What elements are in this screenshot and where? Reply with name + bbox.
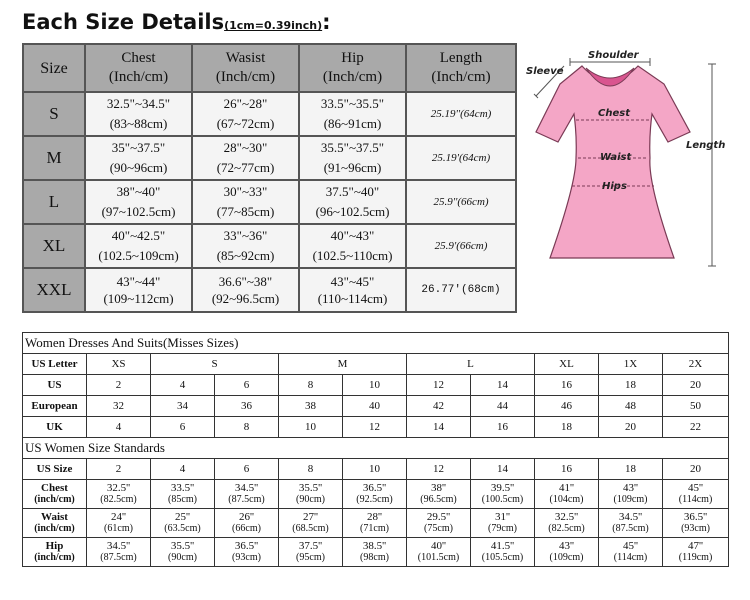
size-cell: M — [23, 136, 85, 180]
row-label: US — [23, 375, 87, 396]
cell-cm: (105.5cm) — [481, 552, 524, 563]
title-conversion-note: (1cm=0.39inch) — [224, 19, 323, 32]
table-cell: 6 — [215, 459, 279, 480]
hips-label: Hips — [602, 181, 627, 192]
hip-cm: (91~96cm) — [323, 160, 382, 175]
header-length-label: Length — [439, 50, 483, 66]
row-label: European — [23, 396, 87, 417]
hip-inch: 35.5"~37.5" — [320, 140, 385, 155]
cell-cm: (85cm) — [168, 494, 197, 505]
cell-cm: (98cm) — [360, 552, 389, 563]
table-cell — [663, 538, 729, 567]
table-cell — [407, 509, 471, 538]
table-cell — [279, 480, 343, 509]
table-cell — [535, 480, 599, 509]
row-label — [23, 480, 87, 509]
cell-inch: 32.5'' — [106, 482, 131, 494]
cell-inch: 39.5'' — [490, 482, 515, 494]
cell-inch: 43'' — [623, 482, 638, 494]
row-label — [23, 509, 87, 538]
cell-inch: 28'' — [367, 511, 382, 523]
row-label-name: Hip — [45, 540, 64, 552]
table-cell — [215, 480, 279, 509]
header-hip-label: Hip — [341, 50, 364, 66]
hip-inch: 37.5"~40" — [325, 184, 380, 199]
table-cell — [535, 509, 599, 538]
table-cell — [151, 509, 215, 538]
table-cell — [535, 538, 599, 567]
table-cell: 16 — [535, 375, 599, 396]
table-cell — [599, 538, 663, 567]
table-cell: 18 — [599, 459, 663, 480]
table-cell — [151, 538, 215, 567]
letter-cell: M — [279, 354, 407, 375]
cell-cm: (90cm) — [168, 552, 197, 563]
cell-cm: (92.5cm) — [356, 494, 393, 505]
row-label-name: Waist — [41, 511, 68, 523]
size-conversion-table — [22, 332, 729, 567]
cell-cm: (61cm) — [104, 523, 133, 534]
table-cell: 12 — [407, 459, 471, 480]
cell-inch: 26'' — [239, 511, 254, 523]
table-cell — [471, 480, 535, 509]
waist-standards-row — [23, 509, 729, 538]
table-cell: 2 — [87, 375, 151, 396]
header-chest — [85, 44, 192, 92]
table-cell: 16 — [471, 417, 535, 438]
chest-cell — [85, 92, 192, 136]
letter-cell: L — [407, 354, 535, 375]
row-label-unit: (inch/cm) — [34, 552, 75, 563]
cell-inch: 32.5'' — [554, 511, 579, 523]
size-cell: L — [23, 180, 85, 224]
chest-cell — [85, 136, 192, 180]
table-cell: 22 — [663, 417, 729, 438]
hip-cell — [299, 224, 406, 268]
table-cell — [343, 509, 407, 538]
table-cell — [471, 509, 535, 538]
section-title-standards: US Women Size Standards — [23, 438, 729, 459]
table-cell: 48 — [599, 396, 663, 417]
size-cell: S — [23, 92, 85, 136]
hip-cm: (102.5~110cm) — [312, 248, 393, 263]
letter-cell: 1X — [599, 354, 663, 375]
cell-cm: (114cm) — [678, 494, 713, 505]
header-hip-unit: (Inch/cm) — [322, 69, 383, 85]
table-cell: 20 — [663, 375, 729, 396]
row-label: US Size — [23, 459, 87, 480]
cell-inch: 40'' — [431, 540, 446, 552]
cell-cm: (104cm) — [549, 494, 584, 505]
chest-standards-row — [23, 480, 729, 509]
waist-cell — [192, 180, 299, 224]
chest-cm: (90~96cm) — [109, 160, 168, 175]
table-cell: 10 — [343, 375, 407, 396]
header-length-unit: (Inch/cm) — [431, 69, 491, 85]
table-cell: 38 — [279, 396, 343, 417]
size-cell: XL — [23, 224, 85, 268]
table-cell: 14 — [471, 459, 535, 480]
table-cell — [343, 538, 407, 567]
chest-inch: 38"~40" — [116, 184, 161, 199]
table-cell: 12 — [343, 417, 407, 438]
chest-inch: 43"~44" — [116, 274, 161, 289]
table-cell: 8 — [279, 375, 343, 396]
table-cell — [471, 538, 535, 567]
table-cell: 20 — [663, 459, 729, 480]
cell-inch: 24'' — [111, 511, 126, 523]
table-cell: 4 — [151, 375, 215, 396]
title-text: Each Size Details — [22, 10, 225, 34]
cell-cm: (100.5cm) — [481, 494, 524, 505]
cell-cm: (93cm) — [681, 523, 710, 534]
table-cell: 46 — [535, 396, 599, 417]
section-title-row — [23, 333, 729, 354]
table-cell — [87, 509, 151, 538]
row-label: UK — [23, 417, 87, 438]
cell-cm: (82.5cm) — [548, 523, 585, 534]
table-cell — [663, 480, 729, 509]
waist-inch: 26"~28" — [223, 96, 268, 111]
table-cell: 8 — [279, 459, 343, 480]
chest-label: Chest — [598, 108, 630, 119]
chest-cell — [85, 180, 192, 224]
header-hip — [299, 44, 406, 92]
waist-inch: 36.6"~38" — [218, 274, 273, 289]
waist-inch: 30"~33" — [223, 184, 268, 199]
cell-inch: 37.5'' — [298, 540, 323, 552]
cell-cm: (87.5cm) — [228, 494, 265, 505]
header-chest-unit: (Inch/cm) — [108, 69, 169, 85]
table-cell: 18 — [599, 375, 663, 396]
waist-inch: 28"~30" — [223, 140, 268, 155]
table-cell — [215, 538, 279, 567]
table-cell — [407, 480, 471, 509]
table-cell — [87, 538, 151, 567]
hip-standards-row — [23, 538, 729, 567]
dress-measurement-diagram — [522, 44, 727, 269]
table-cell: 20 — [599, 417, 663, 438]
chest-cell — [85, 268, 192, 312]
waist-cm: (72~77cm) — [216, 160, 275, 175]
table-cell — [663, 509, 729, 538]
chest-inch: 40"~42.5" — [111, 228, 166, 243]
cell-cm: (79cm) — [488, 523, 517, 534]
table-cell — [407, 538, 471, 567]
cell-cm: (109cm) — [549, 552, 584, 563]
cell-cm: (95cm) — [296, 552, 325, 563]
table-cell: 40 — [343, 396, 407, 417]
waist-cell — [192, 268, 299, 312]
length-cell: 25.19''(64cm) — [406, 92, 516, 136]
length-cell: 25.19'(64cm) — [406, 136, 516, 180]
us-size-row — [23, 459, 729, 480]
header-chest-label: Chest — [121, 50, 156, 66]
row-label — [23, 538, 87, 567]
table-cell: 10 — [343, 459, 407, 480]
cell-cm: (87.5cm) — [612, 523, 649, 534]
cell-cm: (82.5cm) — [100, 494, 137, 505]
length-cell: 25.9''(66cm) — [406, 180, 516, 224]
section-title-misses: Women Dresses And Suits(Misses Sizes) — [23, 333, 729, 354]
us-row — [23, 375, 729, 396]
cell-inch: 41.5'' — [490, 540, 515, 552]
cell-cm: (66cm) — [232, 523, 261, 534]
hip-cm: (86~91cm) — [323, 116, 382, 131]
cell-inch: 47'' — [688, 540, 704, 552]
table-cell — [599, 509, 663, 538]
table-cell: 44 — [471, 396, 535, 417]
cell-cm: (90cm) — [296, 494, 325, 505]
table-cell — [87, 480, 151, 509]
european-row — [23, 396, 729, 417]
length-cell: 26.77'(68cm) — [406, 268, 516, 312]
row-label-name: Chest — [41, 482, 68, 494]
letter-cell: 2X — [663, 354, 729, 375]
hip-cell — [299, 268, 406, 312]
size-row-l — [23, 180, 516, 224]
cell-cm: (93cm) — [232, 552, 261, 563]
row-label-unit: (inch/cm) — [34, 523, 75, 534]
cell-inch: 41'' — [559, 482, 574, 494]
cell-inch: 36.5'' — [234, 540, 259, 552]
us-letter-row — [23, 354, 729, 375]
table-cell: 10 — [279, 417, 343, 438]
cell-inch: 38.5'' — [362, 540, 387, 552]
row-label: US Letter — [23, 354, 87, 375]
uk-row — [23, 417, 729, 438]
cell-cm: (114cm) — [613, 552, 648, 563]
header-waist — [192, 44, 299, 92]
chest-cm: (97~102.5cm) — [101, 204, 176, 219]
chest-inch: 35"~37.5" — [111, 140, 166, 155]
section-title-row — [23, 438, 729, 459]
chest-inch: 32.5"~34.5" — [106, 96, 171, 111]
waist-inch: 33"~36" — [223, 228, 268, 243]
hip-cell — [299, 136, 406, 180]
cell-inch: 31'' — [495, 511, 510, 523]
cell-inch: 35.5'' — [298, 482, 323, 494]
length-label: Length — [686, 140, 726, 151]
table-cell — [279, 538, 343, 567]
hip-cell — [299, 92, 406, 136]
table-cell: 34 — [151, 396, 215, 417]
cell-inch: 43'' — [559, 540, 574, 552]
hip-inch: 40"~43" — [330, 228, 375, 243]
header-size-label: Size — [40, 59, 68, 77]
table-cell: 16 — [535, 459, 599, 480]
cell-inch: 33.5'' — [170, 482, 195, 494]
table-cell: 14 — [471, 375, 535, 396]
waist-cell — [192, 136, 299, 180]
size-row-xxl — [23, 268, 516, 312]
cell-inch: 45'' — [688, 482, 704, 494]
cell-inch: 27'' — [303, 511, 318, 523]
table-cell — [215, 509, 279, 538]
header-waist-unit: (Inch/cm) — [215, 69, 276, 85]
cell-cm: (63.5cm) — [164, 523, 201, 534]
waist-cm: (77~85cm) — [216, 204, 275, 219]
table-cell: 6 — [215, 375, 279, 396]
shoulder-label: Shoulder — [588, 50, 639, 61]
cell-inch: 36.5'' — [683, 511, 708, 523]
cell-inch: 38'' — [431, 482, 446, 494]
cell-cm: (87.5cm) — [100, 552, 137, 563]
cell-cm: (101.5cm) — [417, 552, 460, 563]
header-size — [23, 44, 85, 92]
hip-cm: (96~102.5cm) — [315, 204, 390, 219]
size-cell: XXL — [23, 268, 85, 312]
table-cell: 14 — [407, 417, 471, 438]
chest-cm: (102.5~109cm) — [98, 248, 179, 263]
cell-inch: 45'' — [623, 540, 638, 552]
table-cell: 6 — [151, 417, 215, 438]
cell-inch: 36.5'' — [362, 482, 387, 494]
cell-cm: (96.5cm) — [420, 494, 457, 505]
size-row-s — [23, 92, 516, 136]
table-cell — [343, 480, 407, 509]
row-label-unit: (inch/cm) — [34, 494, 75, 505]
waist-cell — [192, 224, 299, 268]
cell-inch: 34.5'' — [234, 482, 259, 494]
cell-inch: 29.5'' — [426, 511, 451, 523]
waist-cm: (85~92cm) — [216, 248, 275, 263]
cell-inch: 35.5'' — [170, 540, 195, 552]
table-cell — [279, 509, 343, 538]
waist-cell — [192, 92, 299, 136]
waist-cm: (67~72cm) — [216, 116, 275, 131]
chest-cell — [85, 224, 192, 268]
size-row-m — [23, 136, 516, 180]
hip-cell — [299, 180, 406, 224]
title-colon: : — [322, 10, 331, 34]
letter-cell: S — [151, 354, 279, 375]
sleeve-label: Sleeve — [526, 66, 564, 77]
chest-cm: (109~112cm) — [103, 291, 174, 306]
table-cell: 4 — [87, 417, 151, 438]
table-cell: 8 — [215, 417, 279, 438]
cell-cm: (71cm) — [360, 523, 389, 534]
hip-inch: 33.5"~35.5" — [320, 96, 385, 111]
hip-cm: (110~114cm) — [317, 291, 388, 306]
table-cell — [599, 480, 663, 509]
letter-cell: XL — [535, 354, 599, 375]
header-length — [406, 44, 516, 92]
table-cell: 2 — [87, 459, 151, 480]
table-cell: 32 — [87, 396, 151, 417]
table-cell: 50 — [663, 396, 729, 417]
cell-inch: 25'' — [175, 511, 190, 523]
table-cell: 4 — [151, 459, 215, 480]
size-details-header-row — [23, 44, 516, 92]
size-details-table — [22, 43, 517, 313]
cell-cm: (75cm) — [424, 523, 453, 534]
size-row-xl — [23, 224, 516, 268]
page-title — [22, 10, 331, 34]
cell-cm: (109cm) — [613, 494, 648, 505]
cell-inch: 34.5'' — [106, 540, 131, 552]
table-cell: 18 — [535, 417, 599, 438]
table-cell: 42 — [407, 396, 471, 417]
table-cell — [151, 480, 215, 509]
table-cell: 12 — [407, 375, 471, 396]
length-cell: 25.9'(66cm) — [406, 224, 516, 268]
chest-cm: (83~88cm) — [109, 116, 168, 131]
header-waist-label: Wasist — [225, 50, 266, 66]
waist-label: Waist — [600, 152, 632, 163]
cell-inch: 34.5'' — [618, 511, 643, 523]
waist-cm: (92~96.5cm) — [211, 291, 280, 306]
cell-cm: (68.5cm) — [292, 523, 329, 534]
hip-inch: 43"~45" — [330, 274, 375, 289]
table-cell: 36 — [215, 396, 279, 417]
letter-cell: XS — [87, 354, 151, 375]
cell-cm: (119cm) — [678, 552, 713, 563]
